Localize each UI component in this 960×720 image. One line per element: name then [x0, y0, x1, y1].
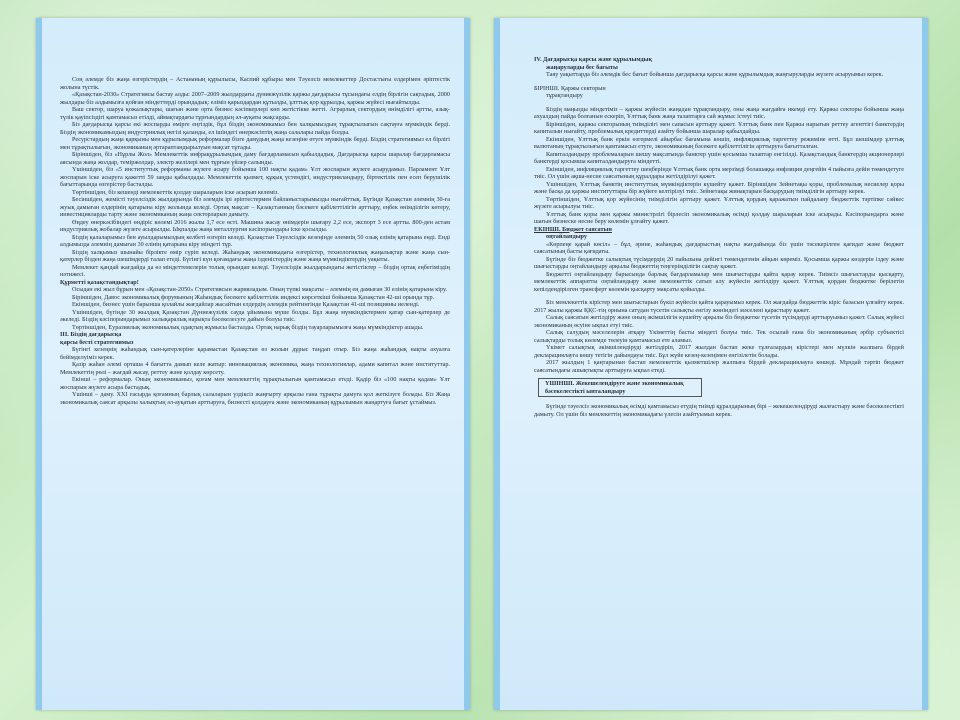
section-heading: оңтайландыру — [546, 233, 587, 240]
body-paragraph: Екіншіден, Ұлттық банк еркін өзгермелі айырбас бағамына көшіп, инфляциялық таргеттеу режиміне өтті. Бұл шешімдер ұлттық валютаның тұрақтылығын қамтамасыз етуге, экономиканың бəсекеге қабілеттілігін арттыруға бағытталған. — [534, 135, 904, 150]
left-document-page — [36, 18, 470, 710]
body-paragraph: Ваш сектор, шаруа қожалықтары, шағын жəне орта бизнес кəсіпкерлері көп жетістікке жетті. Аграрлық сектордың өнімділігі артты, азық-түлік қауіпсіздігі қамтамасыз етілді, аймақтардағы тұрғындардың əл-ауқаты жақсарды. — [60, 106, 450, 121]
body-paragraph: Төртіншіден, Ұлттық қор жүйесінің тиімділігін арттыру қажет. Ұлттық қордың қаражатын пайдалану бюджеттік тəртіпке сəйкес жүзеге асырылуы тиіс. — [534, 195, 904, 210]
body-paragraph: Біздің маңызды міндетіміз – қаржы жүйесін жаңадан тұрақтандыру, оны жаңа жағдайға икемді ету. Қаржы секторы бойынша жаңа ахуалдың пайда болғанын ескеріп, Ұлттық банк жаңа талаптарға сай жұмыс істеуі тиіс. — [534, 105, 904, 120]
section-heading: Құрметті қазақстандықтар! — [60, 278, 139, 286]
body-paragraph: Үшіншіден, Ұлттық банктің институттық мүмкіндіктерін күшейту қажет. Біріншіден Зейнетақы қоры, проблемалық несиелер қоры жəне басқа да қаржы институттары бір жүйеге келтірілуі тиіс. Зейнетақы жинақтарын басқарудың тиімділігін арттыру керек. — [534, 180, 904, 195]
body-paragraph: Екінші – реформалар. Оның экономикамыз, қоғам мен мемлекеттің тұрақтылығын қамтамасыз етеді. Қадір біз «100 нақты қадам» Ұлт жоспарын жүзеге асыра бастадық. — [60, 376, 450, 391]
body-paragraph: Бүгінде біз бюджетке салықтық түсімдердің 20 пайызына дейінгі төмендегенін айқын көреміз. Қосымша қаржы көздерін іздеу жəне шығыстарды оңтайландыру арқылы бюджеттің теңгерімділігін сақтау қажет. — [534, 255, 904, 270]
body-paragraph: Капиталдандыру проблемаларын шешу мақсатында банктер үшін қосымша талаптар енгізілді. Қазақстандық банктердің акционерлері банктерді қосымша капиталдандыруға міндетті. — [534, 150, 904, 165]
section-heading: қарсы бесті стратегиямыз — [60, 338, 134, 346]
body-paragraph: Ресурстардың жаңа қарқыны мен құрылымдық реформалар бізге дамудың жаңа кезеңіне өтуге мүмкіндік берді. Біздің стратегиямыз ел бірлігі мен тұрақтылығын, экономиканың əртараптандырылуын мақсат тұтады. — [60, 136, 450, 151]
section-heading: тұрақтандыру — [546, 92, 583, 99]
body-paragraph: Біз мемлекеттік кірістер мен шығыстарын бүкіл жүйесін қайта қарауымыз керек. Ол жағдайда бюджеттік кіріс базасын ұлғайту керек. 2017 жылы қаржы ҚҚС-тің орнына сатудан түсетін салықты енгізу жөніндегі мəселені қарастыру қажет. — [534, 299, 904, 314]
section-heading: жаңаруларды бес бағыты — [546, 63, 618, 71]
body-paragraph: Біріншіден, біз «Нұрлы Жол» Мемлекеттік инфрақұрылымдық даму бағдарламасын қабылдадық. Дағдарысқа қарсы шаралар бағдарламасы аясында жаңа жолдар, теміржолдар, электр желілері мен тұрғын үйлер салынды. — [60, 151, 450, 166]
body-paragraph: Екіншіден, бизнес үшін барынша қолайлы жағдайлар жасайтын елдердің əлемдік рейтингінде Қазақстан 41-ші позицияны иеленді. — [72, 301, 420, 308]
section-heading: ЕКІНШІ. Бюджет саясатын — [534, 225, 612, 233]
body-paragraph: «Қазақстан-2030» Стратегиясы бастау алды: 2007–2009 жылдардағы дүниежүзілік қаржы дағдарысы тұсындағы елдің бірлігін сақтадық. 2000 жылдары біз алдымызға қойған міндеттерді орындадық: еліміз қарыздардан құтылды, ұлттық қор құрылды, қаржы жүйесі нығайтылды. — [60, 91, 450, 106]
section-heading: IV. Дағдарысқа қарсы жəне құрылымдық — [534, 56, 653, 63]
right-document-page — [494, 18, 928, 710]
body-paragraph: Салық салудың мəселелерін атқару Үкіметтің басты міндеті болуы тиіс. Тек осылай ғана біз экономиканың əрбір субъектісі салықтарды толық көлемде төлеуін қамтамасыз ете аламыз. — [534, 329, 904, 344]
body-paragraph: Біріншіден, Давос экономикалық форумының Жаһандық бəсекеге қабілеттілік индексі көрсеткіші бойынша Қазақстан 42-ші орында тұр. — [72, 293, 435, 301]
body-paragraph: Соң əлемде біз жаңа өзгерістердің – Астананың құрылысы, Каспий құбыры мен Тəуелсіз мемлекеттер Достастығы елдерімен əріптестік жолына түстік. — [60, 76, 450, 91]
body-paragraph: Үшінші – даму. XXI ғасырда қоғамның барлық салаларын үздіксіз жаңғырту арқылы ғана тұрақты дамуға қол жеткізуге болады. Біз Жаңа экономикалық саясат арқылы халықтың əл-ауқатын арттыруға, бизнесті қолдауға жəне экономиканың құрылымын жаңартуға бағыт ұстаймыз. — [60, 391, 450, 406]
body-paragraph: 2017 жылдың 1 қаңтарынан бастап мемлекеттік қызметшілер жалпыға бірдей декларациялауға көшеді. Мұндай тəртіп бюджет саясатындағы ашықтықты арттыруға ықпал етеді. — [534, 359, 904, 374]
section-heading: III. Біздің дағдарысқа — [60, 331, 122, 338]
boxed-section-heading: ҮШІНШІ. Жекешелендіруге жəне экономикалық бəсекелестікті ынталандыру — [538, 378, 702, 397]
body-paragraph: Осыдан екі жыл бұрын мен «Қазақстан-2050» Стратегиясын жарияладым. Оның түпкі мақсаты – əлемнің ең дамыған 30 елінің қатарына кіру. — [72, 286, 448, 293]
body-paragraph: Біріншіден, қаржы секторының тиімділігі мен сапасын арттыру қажет. Ұлттық банк пен Қаржы нарығын реттеу агенттігі банктердің капиталын нығайту, проблемалық кредиттерді азайту бойынша шаралар қабылдайды. — [534, 120, 904, 135]
body-paragraph: Төртіншіден, біз кешенді мемлекеттік қолдау шараларын іске асырып келеміз. — [72, 188, 279, 196]
body-paragraph: Мемлекет қандай жағдайда да өз міндеттемелерін толық орындап келеді. Тəуелсіздік жылдарындағы жетістіктер – біздің ортақ еңбегіміздің нəтижесі. — [60, 263, 450, 278]
body-paragraph: Екіншіден, инфляциялық таргеттеу шеңберінде Ұлттық банк орта мерзімді болашаққа инфляция деңгейін 4 пайызға дейін төмендетуге тиіс. Ол үшін ақша-несие саясатының құралдары жетілдірілуі қажет. — [534, 165, 904, 180]
body-paragraph: «Көрпеңе қарай көсіл» – бұл, əрине, жаһандық дағдарыстың нақты жағдайында біз үшін тəсекерілген қағидат жəне бюджет саясатының басты қағидаты. — [534, 240, 904, 255]
body-paragraph: Бүгінде тəуелсіз экономикалық өсімді қамтамасыз етудің тиімді құралдарының бірі – жекешелендіруді жалғастыру жəне бəсекелестікті дамыту. Ол үшін біз мемлекеттің экономикадағы үлесін азайтуымыз керек. — [534, 403, 904, 418]
body-paragraph: Бюджетті оңтайландыру барысында барлық бағдарламалар мен шығыстарды қайта қарау керек. Тиімсіз шығыстарды қысқарту, мемлекеттік аппаратты оңтайландыру жəне мемлекеттік сатып алу жүйесін жетілдіру қажет. Ұлттық қордан бюджетке берілетін кепілдендірілген трансферт көлемін қысқарту мақсаты қойылды. — [534, 270, 904, 293]
body-paragraph: Үшіншіден, бүгінде 30 жылдық Қазақстан Дүниежүзілік сауда ұйымына мүше болды. Бұл жаңа мүмкіндіктермен қатар сын-қатерлер де əкеледі. Біздің кəсіпорындарымыз халықаралық нарықта бəсекелесуге дайын болуы тиіс. — [60, 308, 450, 323]
body-paragraph: Төртіншіден, Еуразиялық экономикалық одақтың жұмысы басталды. Ортақ нарық біздің тауарларымызға жаңа мүмкіндіктер ашады. — [72, 323, 424, 331]
body-paragraph: Үкімет салықтық əкімшілендіруді жетілдіріп, 2017 жылдан бастап жеке тұлғалардың кірістері мен мүлкін жалпыға бірдей декларациялауға көшу тетігін дайындауы тиіс. Бұл жүйе кезең-кезеңімен енгізілетін болады. — [534, 344, 904, 359]
body-paragraph: Бүгінгі кезеңнің жаһандық сын-қатерлеріне қарамастан Қазақстан өз жолын дұрыс таңдап отыр. Біз жаңа жаһандық нақты ахуалға бейімделуіміз керек. — [60, 346, 450, 361]
body-paragraph: Біздің қалаларымыз бен ауылдарымыздың келбеті өзгеріп келеді. Қазақстан Тəуелсіздік кезеңінде əлемнің 50 озық елінің қатарына енді. Енді алдымызда əлемнің дамыған 30 елінің қатарына кіру міндеті тұр. — [60, 233, 450, 248]
body-paragraph: Таяу уақыттарда біз əлемдік бес бағыт бойынша дағдарысқа қарсы жəне құрылымдық жаңғыруларды жүзеге асыруымыз керек. — [546, 71, 884, 78]
section-heading: БІРІНШІ. Қаржы секторын — [534, 84, 606, 92]
body-paragraph: Қазір жаһан əлемі орташа 4 бағытта дамып келе жатыр: инновациялық экономика, жаңа технологиялар, адами капитал жəне институттар. Мемлекеттің рөлі – жағдай жасау, реттеу жəне қолдау көрсету. — [60, 361, 450, 376]
body-paragraph: Салық саясатын жетілдіру жəне оның əкімшілігін күшейту арқылы біз бюджетке түсетін түсімдерді арттыруымыз қажет. Салық жүйесі экономиканың өсуіне ықпал етуі тиіс. — [534, 314, 904, 329]
body-paragraph: Бесіншіден, жемісті тəуелсіздік жылдарында біз əлемдік ірі əріптестермен байланыстарымызды нығайттық. Бүгінде Қазақстан əлемнің 30-ға жуық дамыған елдерінің қатарына кіру жолында келеді. Ортақ мақсат – Қазақстанның бəсекеге қабілеттілігін арттыру, еңбек өнімділігін көтеру, инвестицияларды тарту жəне экономиканың жаңа секторларын дамыту. — [60, 196, 450, 218]
body-paragraph: Біз дағдарысқа қарсы екі жоспарды өмірге еңгіздік, бұл біздің экономикамыз бен халқымыздың тұрақтылығын сақтауға мүмкіндік берді. Біздің экономикамыздың индустриялық негізі қаланды, ел ішіндегі өнеркəсіптің жаңа салалары пайда болды. — [60, 121, 450, 136]
body-paragraph: Біздің халқымыз шынайы бірлікте өмір сүріп келеді. Жаһандық экономикадағы өзгерістер, технологиялық жаңалықтар жəне жаңа сын-қатерлер бізден жаңа шешімдерді талап етеді. Бүгінгі күн қоғамдағы жаңа ізденістердің жəне жаңа мүмкіндіктердің уақыты. — [60, 248, 450, 263]
body-paragraph: Үшіншіден, біз «5 институттық реформаны жүзеге асыру бойынша 100 нақты қадам» Ұлт жоспарын жүзеге асырудамыз. Парламент Ұлт жоспарын іске асыруға қажетті 59 заңды қабылдады. Мемлекеттік қызмет, құқық үстемдігі, индустрияландыру, біртектілік пен есеп берушілік бағыттарында өзгерістер басталды. — [60, 166, 450, 188]
body-paragraph: Өңдеу өнеркəсібіндегі өндіріс көлемі 2016 жылы 1,7 есе өсті. Машина жасау өнімдерін шығару 2,2 есе, экспорт 3 есе артты. 800-ден астам индустриялық жобалар жүзеге асырылды. Ықпалды жаңа металлургия кəсіпорындары іске қосылды. — [60, 218, 450, 233]
body-paragraph: Ұлттық банк қоры мен қаржы министрлігі бірлесіп экономикалық өсімді қолдау шараларын іске асырады. Кəсіпорындарға жəне шағын бизнеске несие беру көлемін ұлғайту қажет. — [534, 210, 904, 225]
